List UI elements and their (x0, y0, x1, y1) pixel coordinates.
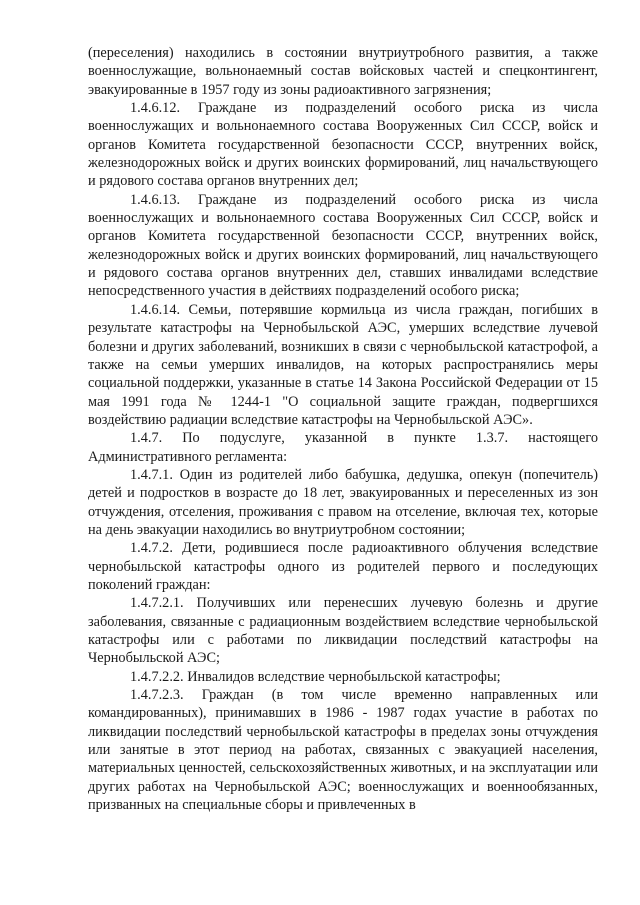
paragraph-1-4-6-12: 1.4.6.12. Граждане из подразделений особого риска из числа военнослужащих и вольнонаемного состава Вооруженных Сил СССР, войск и органов Комитета государственной безопасности СССР, внутренних войск, железнодорожных войск и других воинских формирований, лиц начальствующего и рядового состава органов внутренних дел; (88, 100, 598, 190)
paragraph-1-4-7-2: 1.4.7.2. Дети, родившиеся после радиоактивного облучения вследствие чернобыльской катастрофы одного из родителей первого и последующих поколений граждан: (88, 540, 598, 593)
paragraph-1-4-6-14: 1.4.6.14. Семьи, потерявшие кормильца из числа граждан, погибших в результате катастрофы на Чернобыльской АЭС, умерших вследствие лучевой болезни и других заболеваний, возникших в связи с чернобыльской катастрофой, а также на семьи умерших инвалидов, на которых распространялись меры социальной поддержки, указанные в статье 14 Закона Российской Федерации от 15 мая 1991 года № 1244-1 "О социальной защите граждан, подвергшихся воздействию радиации вследствие катастрофы на Чернобыльской АЭС». (88, 301, 598, 428)
paragraph-1-4-6-13: 1.4.6.13. Граждане из подразделений особого риска из числа военнослужащих и вольнонаемного состава Вооруженных Сил СССР, войск и органов Комитета государственной безопасности СССР, внутренних войск, железнодорожных войск и других воинских формирований, лиц начальствующего и рядового состава органов внутренних дел, ставших инвалидами вследствие непосредственного участия в действиях подразделений особого риска; (88, 191, 598, 300)
paragraph-continuation-resettlement: (переселения) находились в состоянии внутриутробного развития, а также военнослужащие, вольнонаемный состав войсковых частей и спецконтингент, эвакуированные в 1957 году из зоны радиоактивного загрязнения; (88, 45, 598, 98)
paragraph-1-4-7-2-2: 1.4.7.2.2. Инвалидов вследствие чернобыльской катастрофы; (130, 668, 501, 685)
paragraph-1-4-7-2-1: 1.4.7.2.1. Получивших или перенесших лучевую болезнь и другие заболевания, связанные с радиационным воздействием вследствие чернобыльской катастрофы или с работами по ликвидации последствий катастрофы на Чернобыльской АЭС; (88, 595, 598, 667)
document-page (88, 44, 598, 814)
paragraph-1-4-7-1: 1.4.7.1. Один из родителей либо бабушка, дедушка, опекун (попечитель) детей и подростков в возрасте до 18 лет, эвакуированных и переселенных из зон отчуждения, отселения, проживания с правом на отселение, включая тех, которые на день эвакуации находились во внутриутробном состоянии; (88, 466, 598, 538)
paragraph-1-4-7-2-3: 1.4.7.2.3. Граждан (в том числе временно направленных или командированных), принимавших в 1986 - 1987 годах участие в работах по ликвидации последствий чернобыльской катастрофы в пределах зоны отчуждения или занятые в этот период на работах, связанных с эвакуацией населения, материальных ценностей, сельскохозяйственных животных, и на эксплуатации или других работах на Чернобыльской АЭС; военнослужащих и военнообязанных, призванных на специальные сборы и привлеченных в (88, 687, 598, 814)
paragraph-1-4-7: 1.4.7. По подуслуге, указанной в пункте 1.3.7. настоящего Административного регламента: (88, 430, 598, 465)
